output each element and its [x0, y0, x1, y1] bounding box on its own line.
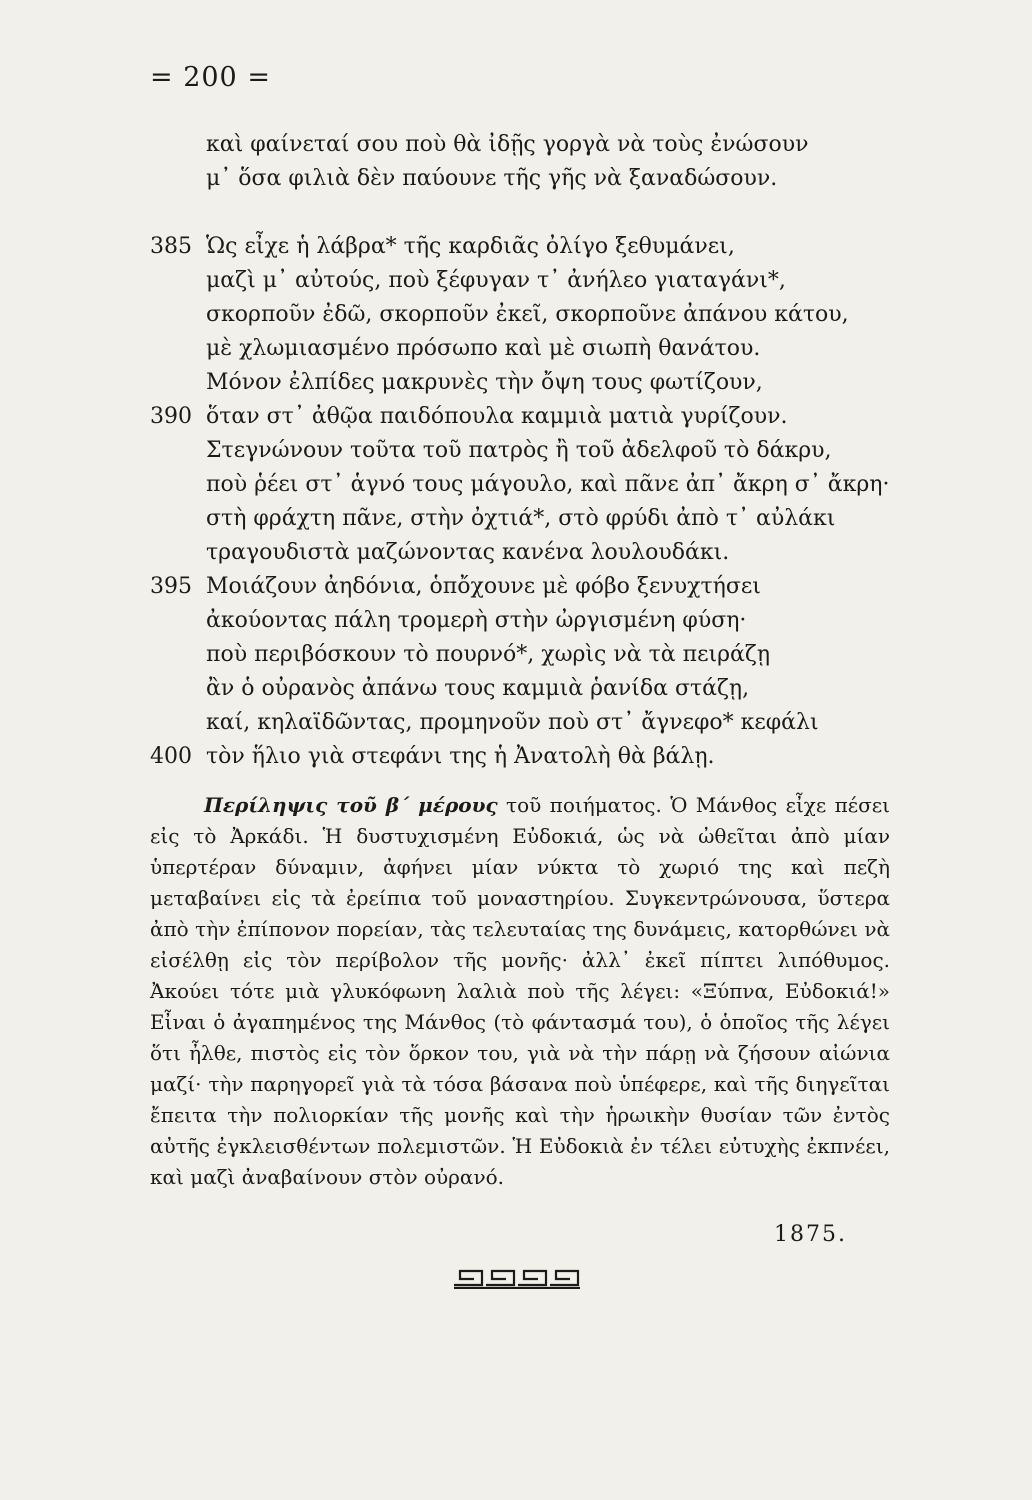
line-text: ἂν ὁ οὐρανὸς ἀπάνω τους καμμιὰ ῥανίδα στάζῃ, — [206, 676, 750, 701]
line-text: ὅταν στ᾽ ἀθῷα παιδόπουλα καμμιὰ ματιὰ γυρίζουν. — [206, 404, 788, 429]
poem-line — [0, 468, 1032, 502]
line-number: 395 — [150, 574, 192, 599]
page-number: = 200 = — [150, 62, 271, 93]
poem-line — [0, 434, 1032, 468]
poem-line — [0, 400, 1032, 434]
line-text: μ᾽ ὅσα φιλιὰ δὲν παύουνε τῆς γῆς νὰ ξαναδώσουν. — [206, 166, 778, 191]
line-text: στὴ φράχτη πᾶνε, στὴν ὀχτιά*, στὸ φρύδι ἀπὸ τ᾽ αὐλάκι — [206, 506, 836, 531]
line-text: ποὺ ῥέει στ᾽ ἁγνό τους μάγουλο, καὶ πᾶνε ἀπ᾽ ἄκρη σ᾽ ἄκρη· — [206, 472, 890, 497]
summary-text: τοῦ ποιήματος. Ὁ Μάνθος εἶχε πέσει εἰς τὸ Ἀρκάδι. Ἡ δυστυχισμένη Εὐδοκιά, ὡς νὰ ὠθεῖται ἀπὸ μίαν ὑπερτέραν δύναμιν, ἀφήνει μίαν νύκτα τὸ χωριό της καὶ πεζὴ μεταβαίνει εἰς τὰ ἐρείπια τοῦ μοναστηρίου. Συγκεντρώνουσα, ὕστερα ἀπὸ τὴν ἐπίπονον πορείαν, τὰς τελευταίας της δυνάμεις, κατορθώνει νὰ εἰσέλθῃ εἰς τὸν περίβολον τῆς μονῆς· ἀλλ᾽ ἐκεῖ πίπτει λιπόθυμος. Ἀκούει τότε μιὰ γλυκόφωνη λαλιὰ ποὺ τῆς λέγει: «Ξύπνα, Εὐδοκιά!» Εἶναι ὁ ἀγαπημένος της Μάνθος (τὸ φάντασμά του), ὁ ὁποῖος τῆς λέγει ὅτι ἦλθε, πιστὸς εἰς τὸν ὅρκον του, γιὰ νὰ τὴν πάρῃ νὰ ζήσουν αἰώνια μαζί· τὴν παρηγορεῖ γιὰ τὰ τόσα βάσανα ποὺ ὑπέφερε, καὶ τῆς διηγεῖται ἔπειτα τὴν πολιορκίαν τῆς μονῆς καὶ τὴν ἡρωικὴν θυσίαν τῶν ἐντὸς αὐτῆς ἐγκλεισθέντων πολεμιστῶν. Ἡ Εὐδοκιὰ ἐν τέλει εὐτυχὴς ἐκπνέει, καὶ μαζὶ ἀναβαίνουν στὸν οὐρανό. — [150, 793, 890, 1189]
line-number: 390 — [150, 404, 192, 429]
poem-line — [0, 366, 1032, 400]
poem-line — [0, 502, 1032, 536]
line-text: μαζὶ μ᾽ αὐτούς, ποὺ ξέφυγαν τ᾽ ἀνήλεο γιαταγάνι*, — [206, 268, 786, 293]
poem-line — [0, 536, 1032, 570]
line-text: Ὡς εἶχε ἡ λάβρα* τῆς καρδιᾶς ὀλίγο ξεθυμάνει, — [206, 234, 735, 259]
line-text: Μοιάζουν ἀηδόνια, ὁπὄχουνε μὲ φόβο ξενυχτήσει — [206, 574, 761, 599]
line-text: Στεγνώνουν τοῦτα τοῦ πατρὸς ἢ τοῦ ἀδελφοῦ τὸ δάκρυ, — [206, 438, 832, 463]
poem-line — [0, 706, 1032, 740]
poem-line — [0, 162, 1032, 196]
poem-line — [0, 604, 1032, 638]
line-text: τὸν ἥλιο γιὰ στεφάνι της ἡ Ἀνατολὴ θὰ βάλῃ. — [206, 744, 715, 769]
poem-line — [0, 570, 1032, 604]
line-text: καὶ φαίνεταί σου ποὺ θὰ ἰδῇς γοργὰ νὰ τοὺς ἐνώσουν — [206, 132, 809, 157]
line-text: καί, κηλαϊδῶντας, προμηνοῦν ποὺ στ᾽ ἄγνεφο* κεφάλι — [206, 710, 819, 735]
poem-line — [0, 230, 1032, 264]
line-text: τραγουδιστὰ μαζώνοντας κανένα λουλουδάκι. — [206, 540, 730, 565]
summary-paragraph — [150, 790, 890, 1193]
poem-line — [0, 672, 1032, 706]
meander-ornament-icon — [452, 1265, 584, 1289]
poem-line — [0, 128, 1032, 162]
poem-line — [0, 332, 1032, 366]
line-text: ποὺ περιβόσκουν τὸ πουρνό*, χωρὶς νὰ τὰ πειράζῃ — [206, 642, 770, 667]
line-number: 400 — [150, 744, 192, 769]
line-text: μὲ χλωμιασμένο πρόσωπο καὶ μὲ σιωπὴ θανάτου. — [206, 336, 761, 361]
line-number: 385 — [150, 234, 192, 259]
poem-line — [0, 740, 1032, 774]
stanza-break — [0, 196, 1032, 230]
line-text: ἀκούοντας πάλη τρομερὴ στὴν ὠργισμένη φύση· — [206, 608, 747, 633]
line-text: σκορποῦν ἐδῶ, σκορποῦν ἐκεῖ, σκορποῦνε ἀπάνου κάτου, — [206, 302, 849, 327]
poem-text — [0, 128, 1032, 774]
poem-line — [0, 264, 1032, 298]
line-text: Μόνον ἐλπίδες μακρυνὲς τὴν ὄψη τους φωτίζουν, — [206, 370, 763, 395]
poem-line — [0, 638, 1032, 672]
date-year: 1875. — [774, 1222, 847, 1247]
summary-heading: Περίληψις τοῦ β΄ μέρους — [204, 793, 498, 817]
poem-line — [0, 298, 1032, 332]
